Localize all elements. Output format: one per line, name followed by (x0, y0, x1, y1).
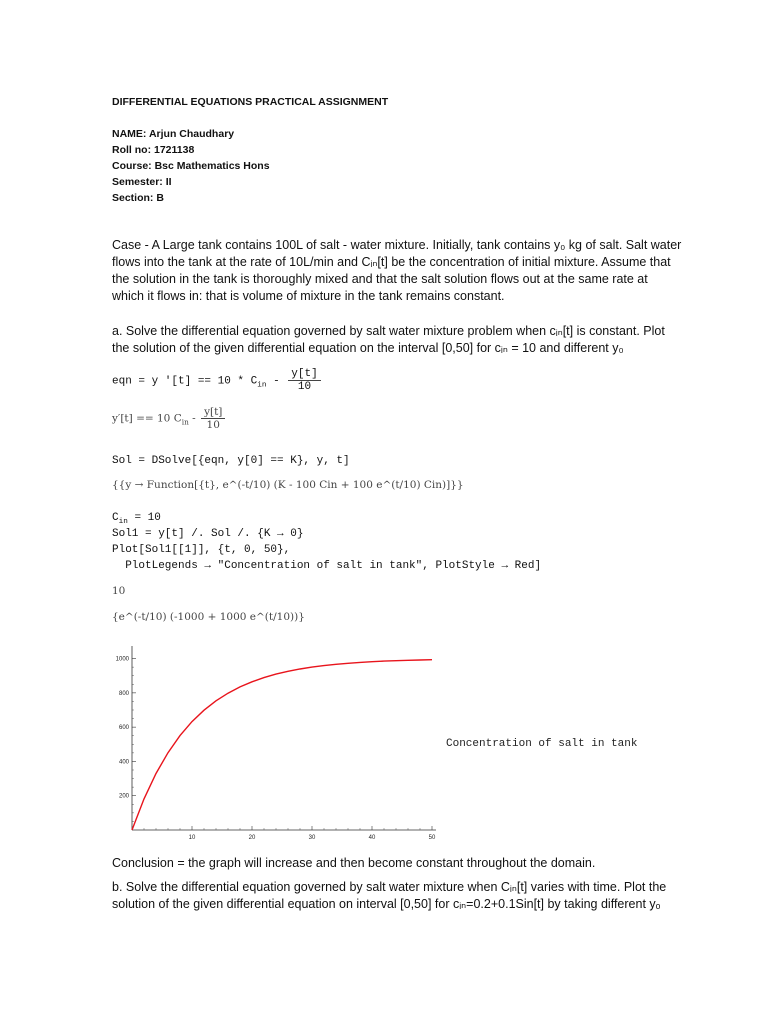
code-eqn: eqn = y '$[t] == 10 * C_{in}$ - $\frac{y[t]}{10}$ (112, 368, 321, 393)
y-tick-label: 800 (118, 690, 129, 697)
code-cin: $C_{in} = 10$ (112, 512, 161, 527)
code-plot-options: PlotLegends → "Concentration of salt in tank", PlotStyle → Red] (112, 560, 542, 572)
series-line-concentration (132, 660, 432, 830)
case-paragraph (112, 237, 712, 305)
legend-entry: Concentration of salt in tank (446, 738, 638, 750)
roll-number: Roll no: 1721138 (112, 144, 195, 156)
conclusion: Conclusion = the graph will increase and then become constant throughout the domain. (112, 856, 596, 870)
x-tick-label: 50 (428, 835, 436, 841)
part-b-paragraph (112, 879, 712, 913)
x-tick-label: 40 (368, 835, 376, 841)
student-name: NAME: Arjun Chaudhary (112, 128, 235, 140)
concentration-plot (108, 640, 668, 850)
part-a-line: the solution of the given differential equation on the interval [0,50] for cᵢₙ = 10 and different y₀ (112, 341, 624, 355)
output-dsolve: {{y → Function[{t}, e^(-t/10) (K - 100 Cin + 100 e^(t/10) Cin)]}} (112, 479, 464, 491)
y-tick-label: 1000 (115, 656, 129, 663)
output-sol1: {e^(-t/10) (-1000 + 1000 e^(t/10))} (112, 611, 305, 623)
part-b-line: b. Solve the differential equation governed by salt water mixture when Cᵢₙ[t] varies with time. Plot the (112, 880, 667, 894)
output-cin: 10 (112, 585, 126, 597)
x-tick-label: 10 (188, 835, 196, 841)
case-line: Case - A Large tank contains 100L of salt - water mixture. Initially, tank contains y₀ kg of salt. Salt water (112, 238, 682, 252)
case-line: which it flows in: that is volume of mixture in the tank remains constant. (112, 289, 505, 303)
y-tick-label: 400 (118, 759, 129, 766)
x-tick-label: 20 (248, 835, 256, 841)
y-tick-label: 600 (118, 725, 129, 732)
semester: Semester: II (112, 176, 172, 188)
code-dsolve: Sol = DSolve[{eqn, y[0] == K}, y, t] (112, 455, 350, 467)
part-a-paragraph (112, 323, 712, 357)
part-b-line: solution of the given differential equation on interval [0,50] for cᵢₙ=0.2+0.1Sin[t] by taking different yₒ (112, 897, 661, 911)
code-sol1: Sol1 = y[t] /. Sol /. {K → 0} (112, 528, 304, 540)
plot-ticks (116, 657, 436, 841)
output-eqn: y′[t] == 10 $C_{in}$ - $\frac{y[t]}{10}$ (112, 406, 225, 431)
plot-series (132, 660, 432, 830)
document-title: DIFFERENTIAL EQUATIONS PRACTICAL ASSIGNMENT (112, 96, 389, 108)
code-plot: Plot[Sol1[[1]], {t, 0, 50}, (112, 544, 291, 556)
case-line: the solution in the tank is thoroughly mixed and that the salt solution flows out at the same rate at (112, 272, 648, 286)
course: Course: Bsc Mathematics Hons (112, 160, 270, 172)
y-tick-label: 200 (118, 793, 129, 800)
section: Section: B (112, 192, 164, 204)
part-a-line: a. Solve the differential equation governed by salt water mixture problem when cᵢₙ[t] is constant. Plot (112, 324, 665, 338)
x-tick-label: 30 (308, 835, 316, 841)
case-line: flows into the tank at the rate of 10L/min and Cᵢₙ[t] be the concentration of initial mixture. Assume that (112, 255, 671, 269)
